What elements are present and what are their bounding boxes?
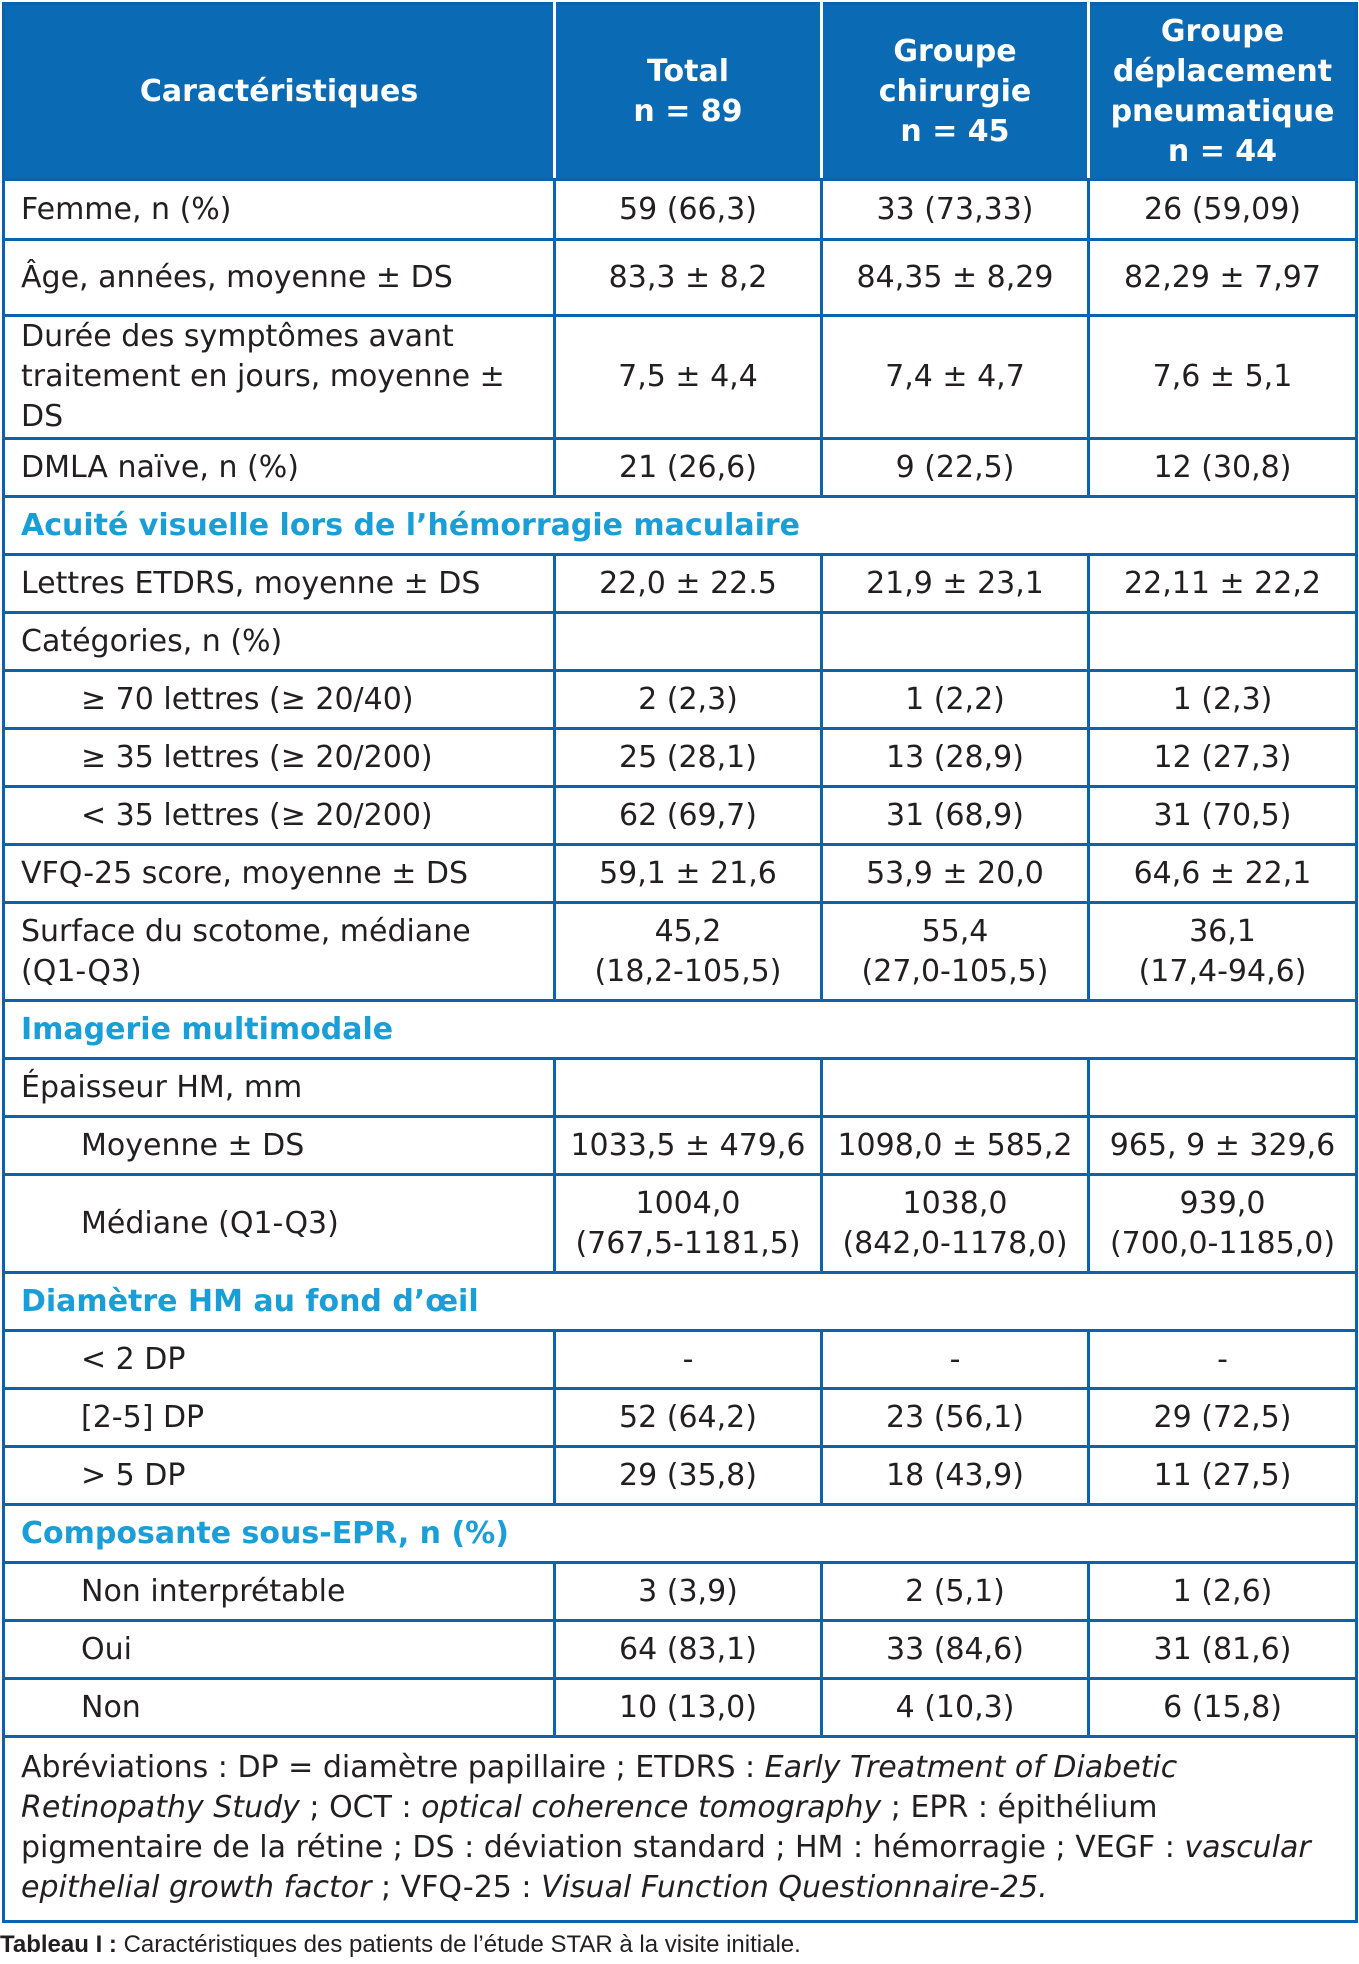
surgery-value: 23 (56,1) <box>822 1389 1089 1447</box>
footnote-italic-term: Early Treatment of Diabetic Retinopathy Study <box>21 1750 1178 1825</box>
total-value: 52 (64,2) <box>555 1389 822 1447</box>
table-row <box>4 1059 1357 1117</box>
header-line: Groupe <box>893 33 1017 69</box>
surgery-value: 21,9 ± 23,1 <box>822 555 1089 613</box>
section-title: Diamètre HM au fond d’œil <box>4 1273 1357 1331</box>
table-row <box>4 1389 1357 1447</box>
row-label <box>4 1059 555 1117</box>
surgery-value <box>822 1059 1089 1117</box>
row-label <box>4 180 555 240</box>
row-label-line: Durée des symptômes avant <box>21 319 454 354</box>
surgery-value: 9 (22,5) <box>822 439 1089 497</box>
section-header-row <box>4 1273 1357 1331</box>
surgery-value: 84,35 ± 8,29 <box>822 240 1089 316</box>
row-label <box>4 671 555 729</box>
row-label-line: Âge, années, moyenne ± DS <box>21 259 453 295</box>
total-value: 22,0 ± 22.5 <box>555 555 822 613</box>
surgery-value: 7,4 ± 4,7 <box>822 316 1089 439</box>
pneumatic-value: 1 (2,3) <box>1089 671 1357 729</box>
row-label <box>4 1563 555 1621</box>
surgery-value: 55,4 (27,0-105,5) <box>822 903 1089 1001</box>
pneumatic-value: 26 (59,09) <box>1089 180 1357 240</box>
row-label-line: Oui <box>81 1631 132 1667</box>
row-label <box>4 240 555 316</box>
row-label-line: traitement en jours, moyenne ± DS <box>21 359 505 434</box>
table-row <box>4 845 1357 903</box>
pneumatic-value: 31 (81,6) <box>1089 1621 1357 1679</box>
total-value: 1033,5 ± 479,6 <box>555 1117 822 1175</box>
surgery-value: 2 (5,1) <box>822 1563 1089 1621</box>
total-value: 1004,0 (767,5-1181,5) <box>555 1175 822 1273</box>
table-row <box>4 1679 1357 1737</box>
header-line: n = 44 <box>1167 133 1278 169</box>
footnote-text: Abréviations : DP = diamètre papillaire ; ETDRS : <box>21 1750 765 1785</box>
footnote-text: ; VFQ-25 : <box>371 1870 542 1905</box>
header-line: n = 45 <box>900 113 1010 149</box>
total-value: 64 (83,1) <box>555 1621 822 1679</box>
total-value: 2 (2,3) <box>555 671 822 729</box>
section-title: Imagerie multimodale <box>4 1001 1357 1059</box>
caption-text: Caractéristiques des patients de l’étude STAR à la visite initiale. <box>116 1931 801 1958</box>
table-row <box>4 1621 1357 1679</box>
table-row <box>4 1175 1357 1273</box>
row-label <box>4 555 555 613</box>
header-line: chirurgie <box>878 73 1032 109</box>
surgery-value: 4 (10,3) <box>822 1679 1089 1737</box>
row-label <box>4 1447 555 1505</box>
row-label <box>4 903 555 1001</box>
pneumatic-value: 31 (70,5) <box>1089 787 1357 845</box>
row-label <box>4 787 555 845</box>
total-value <box>555 1059 822 1117</box>
pneumatic-value: 7,6 ± 5,1 <box>1089 316 1357 439</box>
row-label-line: Femme, n (%) <box>21 191 232 227</box>
section-header-row <box>4 1505 1357 1563</box>
surgery-value: - <box>822 1331 1089 1389</box>
surgery-value: 1038,0 (842,0-1178,0) <box>822 1175 1089 1273</box>
row-label-line: (Q1-Q3) <box>21 953 142 989</box>
total-value: 59,1 ± 21,6 <box>555 845 822 903</box>
section-title: Composante sous-EPR, n (%) <box>4 1505 1357 1563</box>
section-title: Acuité visuelle lors de l’hémorragie maculaire <box>4 497 1357 555</box>
row-label-line: Non <box>81 1689 141 1725</box>
caption-label: Tableau I : <box>0 1931 117 1958</box>
row-label-line: Surface du scotome, médiane <box>21 913 471 949</box>
row-label-line: VFQ-25 score, moyenne ± DS <box>21 855 469 891</box>
row-label-line: ≥ 70 lettres (≥ 20/40) <box>81 681 414 717</box>
table-row <box>4 787 1357 845</box>
row-label <box>4 1175 555 1273</box>
row-label-line: ≥ 35 lettres (≥ 20/200) <box>81 739 433 775</box>
pneumatic-value: 36,1 (17,4-94,6) <box>1089 903 1357 1001</box>
characteristics-table <box>2 2 1358 1923</box>
total-value: 3 (3,9) <box>555 1563 822 1621</box>
row-label <box>4 613 555 671</box>
row-label-line: < 2 DP <box>81 1341 186 1377</box>
total-value: 29 (35,8) <box>555 1447 822 1505</box>
surgery-value: 13 (28,9) <box>822 729 1089 787</box>
row-label-line: Médiane (Q1-Q3) <box>81 1205 339 1241</box>
total-value: 59 (66,3) <box>555 180 822 240</box>
pneumatic-value: 939,0 (700,0-1185,0) <box>1089 1175 1357 1273</box>
row-label-line: Épaisseur HM, mm <box>21 1069 303 1105</box>
table-row <box>4 729 1357 787</box>
row-label-line: Moyenne ± DS <box>81 1127 305 1163</box>
total-value: 21 (26,6) <box>555 439 822 497</box>
row-label-line: [2-5] DP <box>81 1399 205 1435</box>
pneumatic-value: 965, 9 ± 329,6 <box>1089 1117 1357 1175</box>
row-label <box>4 1621 555 1679</box>
total-value: 62 (69,7) <box>555 787 822 845</box>
section-header-row <box>4 1001 1357 1059</box>
header-line: Caractéristiques <box>139 73 419 109</box>
row-label <box>4 1679 555 1737</box>
table-body <box>4 180 1357 1737</box>
table-row <box>4 316 1357 439</box>
pneumatic-value: 11 (27,5) <box>1089 1447 1357 1505</box>
header-row <box>4 4 1357 180</box>
total-value: 7,5 ± 4,4 <box>555 316 822 439</box>
surgery-value: 18 (43,9) <box>822 1447 1089 1505</box>
footnote-text: ; OCT : <box>299 1790 422 1825</box>
header-pneumatic-group <box>1089 4 1357 180</box>
footnote-italic-term: vascular epithelial growth factor <box>21 1830 1311 1905</box>
footnote-italic-term: optical coherence tomography <box>421 1790 882 1825</box>
footnote-italic-term: Visual Function Questionnaire-25. <box>541 1870 1048 1905</box>
header-total <box>555 4 822 180</box>
header-line: n = 89 <box>633 93 743 129</box>
surgery-value <box>822 613 1089 671</box>
pneumatic-value <box>1089 613 1357 671</box>
table-row <box>4 1447 1357 1505</box>
total-value: 45,2 (18,2-105,5) <box>555 903 822 1001</box>
table-row <box>4 555 1357 613</box>
footnote-row <box>4 1737 1357 1922</box>
total-value: 10 (13,0) <box>555 1679 822 1737</box>
header-line: Groupe <box>1160 13 1285 49</box>
table-row <box>4 240 1357 316</box>
table-row <box>4 613 1357 671</box>
surgery-value: 33 (84,6) <box>822 1621 1089 1679</box>
table-row <box>4 903 1357 1001</box>
row-label <box>4 316 555 439</box>
pneumatic-value: 22,11 ± 22,2 <box>1089 555 1357 613</box>
row-label-line: Catégories, n (%) <box>21 623 283 659</box>
table-row <box>4 671 1357 729</box>
total-value: - <box>555 1331 822 1389</box>
abbreviations-footnote <box>4 1737 1357 1922</box>
table-caption <box>0 1930 801 1960</box>
surgery-value: 1098,0 ± 585,2 <box>822 1117 1089 1175</box>
total-value: 25 (28,1) <box>555 729 822 787</box>
surgery-value: 1 (2,2) <box>822 671 1089 729</box>
pneumatic-value: 82,29 ± 7,97 <box>1089 240 1357 316</box>
surgery-value: 53,9 ± 20,0 <box>822 845 1089 903</box>
row-label <box>4 1117 555 1175</box>
row-label-line: Non interprétable <box>81 1573 346 1609</box>
row-label-line: Lettres ETDRS, moyenne ± DS <box>21 565 481 601</box>
pneumatic-value: 12 (27,3) <box>1089 729 1357 787</box>
row-label <box>4 845 555 903</box>
table-row <box>4 1117 1357 1175</box>
total-value: 83,3 ± 8,2 <box>555 240 822 316</box>
footnote-text: ; EPR : épithélium pigmentaire de la rétine ; DS : déviation standard ; HM : hémorragie ; VEGF : <box>21 1790 1185 1865</box>
table-row <box>4 1563 1357 1621</box>
row-label-line: < 35 lettres (≥ 20/200) <box>81 797 433 833</box>
pneumatic-value: 64,6 ± 22,1 <box>1089 845 1357 903</box>
pneumatic-value: 12 (30,8) <box>1089 439 1357 497</box>
row-label <box>4 1389 555 1447</box>
pneumatic-value: 29 (72,5) <box>1089 1389 1357 1447</box>
table-row <box>4 1331 1357 1389</box>
total-value <box>555 613 822 671</box>
header-characteristics <box>4 4 555 180</box>
pneumatic-value: - <box>1089 1331 1357 1389</box>
pneumatic-value: 1 (2,6) <box>1089 1563 1357 1621</box>
table-row <box>4 180 1357 240</box>
table-row <box>4 439 1357 497</box>
surgery-value: 31 (68,9) <box>822 787 1089 845</box>
pneumatic-value <box>1089 1059 1357 1117</box>
row-label-line: DMLA naïve, n (%) <box>21 449 299 485</box>
pneumatic-value: 6 (15,8) <box>1089 1679 1357 1737</box>
header-line: pneumatique <box>1110 93 1335 129</box>
row-label <box>4 1331 555 1389</box>
header-line: Total <box>647 53 729 89</box>
row-label-line: > 5 DP <box>81 1457 186 1493</box>
section-header-row <box>4 497 1357 555</box>
header-surgery-group <box>822 4 1089 180</box>
header-line: déplacement <box>1112 53 1333 89</box>
surgery-value: 33 (73,33) <box>822 180 1089 240</box>
row-label <box>4 729 555 787</box>
row-label <box>4 439 555 497</box>
